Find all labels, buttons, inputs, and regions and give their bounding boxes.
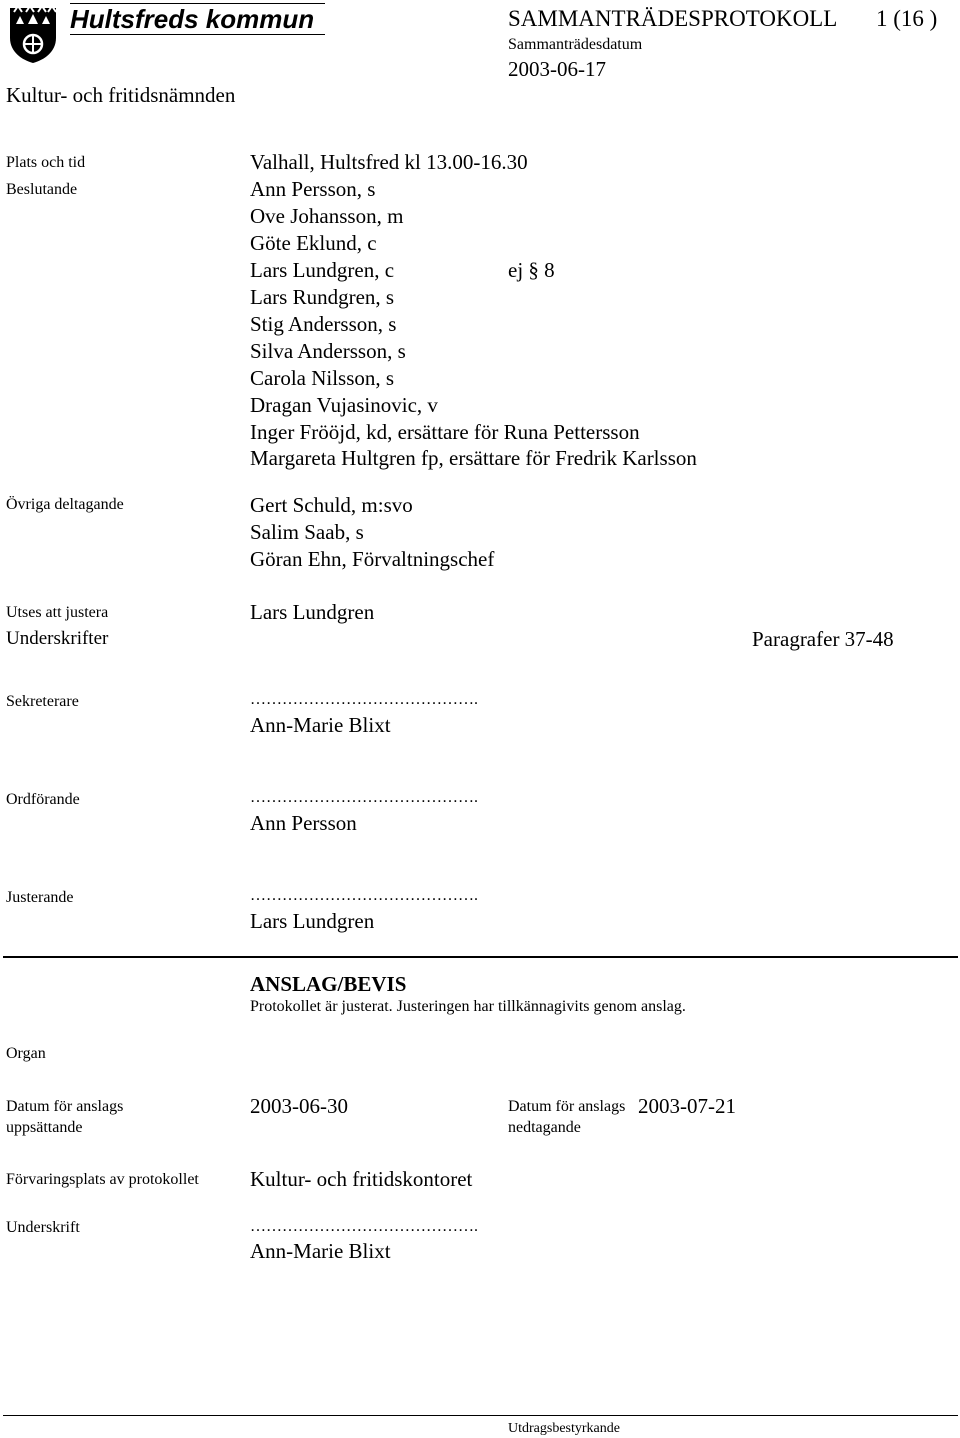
member-item: Ove Johansson, m <box>250 204 404 228</box>
posted-date: 2003-06-30 <box>250 1094 348 1118</box>
posted-date-label-cont: uppsättande <box>6 1119 83 1136</box>
other-participant: Salim Saab, s <box>250 520 364 544</box>
document-title: SAMMANTRÄDESPROTOKOLL <box>508 6 838 31</box>
chair-label: Ordförande <box>6 791 80 808</box>
removed-date-label: Datum för anslags <box>508 1098 626 1115</box>
member-item: Göte Eklund, c <box>250 231 377 255</box>
other-participant: Gert Schuld, m:svo <box>250 493 413 517</box>
storage-value: Kultur- och fritidskontoret <box>250 1167 473 1191</box>
secretary-signature-line: ……………………………………. <box>250 691 478 708</box>
secretary-name: Ann-Marie Blixt <box>250 713 391 737</box>
member-item: Inger Frööjd, kd, ersättare för Runa Pettersson <box>250 420 640 444</box>
chair-signature-line: ……………………………………. <box>250 789 478 806</box>
member-item: Lars Rundgren, s <box>250 285 395 309</box>
notice-signature-line: ……………………………………. <box>250 1218 478 1235</box>
paragraphs-range: Paragrafer 37-48 <box>752 627 894 651</box>
adjuster-label: Utses att justera <box>6 604 109 621</box>
adjusting-signature-line: ……………………………………. <box>250 887 478 904</box>
other-participant: Göran Ehn, Förvaltningschef <box>250 547 495 571</box>
member-item: Stig Andersson, s <box>250 312 397 336</box>
member-item: Dragan Vujasinovic, v <box>250 393 438 417</box>
member-item: Lars Lundgren, c <box>250 258 395 282</box>
adjusting-name: Lars Lundgren <box>250 909 375 933</box>
secretary-label: Sekreterare <box>6 693 79 710</box>
section-divider <box>3 956 958 958</box>
chair-name: Ann Persson <box>250 811 357 835</box>
decision-label: Beslutande <box>6 181 78 198</box>
member-item: Carola Nilsson, s <box>250 366 395 390</box>
notice-title: ANSLAG/BEVIS <box>250 972 407 996</box>
place-label: Plats och tid <box>6 154 86 171</box>
member-note: ej § 8 <box>508 258 555 282</box>
footer-rule <box>3 1415 958 1416</box>
certification-label: Utdragsbestyrkande <box>508 1421 620 1436</box>
storage-label: Förvaringsplats av protokollet <box>6 1171 199 1188</box>
removed-date-label-cont: nedtagande <box>508 1119 581 1136</box>
organ-label: Organ <box>6 1045 46 1062</box>
logo-bottom-rule <box>70 34 325 35</box>
municipality-logo-icon <box>8 4 58 64</box>
page-number: 1 (16 ) <box>876 6 938 31</box>
posted-date-label: Datum för anslags <box>6 1098 124 1115</box>
member-item: Margareta Hultgren fp, ersättare för Fredrik Karlsson <box>250 446 697 470</box>
member-item: Ann Persson, s <box>250 177 376 201</box>
notice-signature-name: Ann-Marie Blixt <box>250 1239 391 1263</box>
adjusting-label: Justerande <box>6 889 74 906</box>
signature-label: Underskrift <box>6 1219 80 1236</box>
signatures-label: Underskrifter <box>6 628 109 649</box>
municipality-name: Hultsfreds kommun <box>70 4 315 34</box>
meeting-date-label: Sammanträdesdatum <box>508 36 643 53</box>
notice-text: Protokollet är justerat. Justeringen har tillkännagivits genom anslag. <box>250 998 686 1015</box>
adjuster-value: Lars Lundgren <box>250 600 375 624</box>
committee-name: Kultur- och fritidsnämnden <box>6 83 236 107</box>
removed-date: 2003-07-21 <box>638 1094 736 1118</box>
others-label: Övriga deltagande <box>6 496 124 513</box>
member-item: Silva Andersson, s <box>250 339 406 363</box>
meeting-date: 2003-06-17 <box>508 57 606 81</box>
place-value: Valhall, Hultsfred kl 13.00-16.30 <box>250 150 528 174</box>
